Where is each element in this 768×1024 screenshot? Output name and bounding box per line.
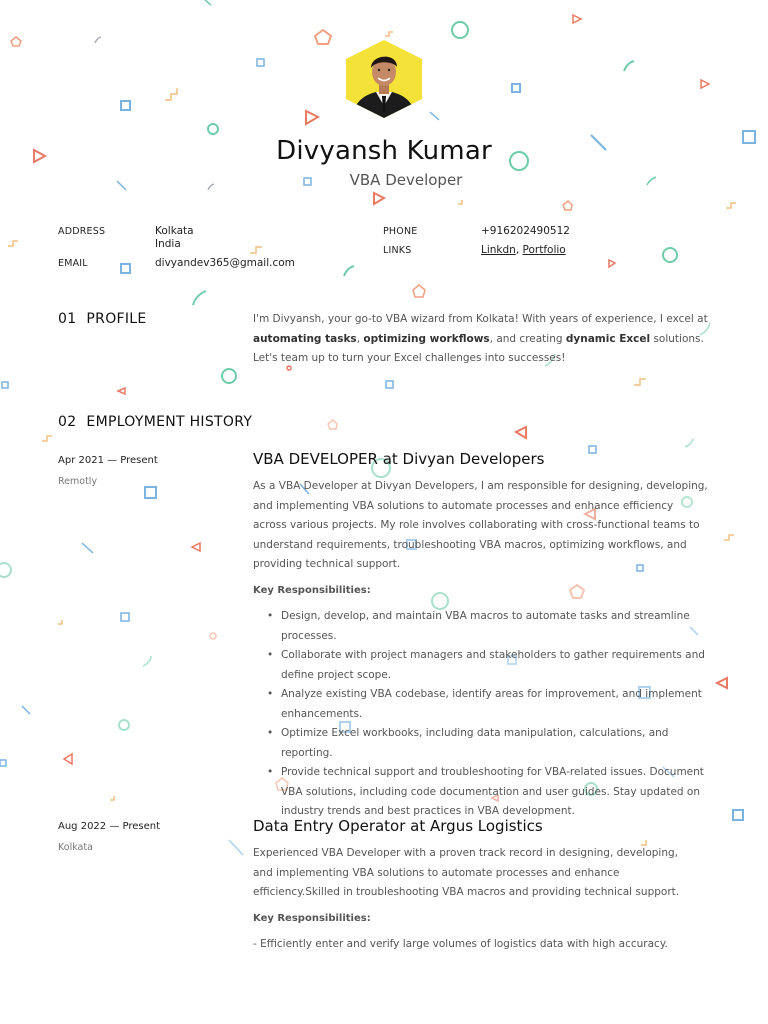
job-title xyxy=(0,171,768,189)
profile-number: 01 xyxy=(58,311,77,327)
profile-bold-3: dynamic Excel xyxy=(565,332,651,345)
responsibility-text: Provide technical support and troubleshooting for VBA-related issues. Document VBA solutions, including code documentation and user guides. Stay updated on industry trends and best practices in VBA development. xyxy=(281,766,704,817)
employment-heading xyxy=(58,414,252,430)
job-title-text: VBA Developer xyxy=(349,171,463,189)
profile-text xyxy=(253,310,713,369)
job-date: Aug 2022 — Present xyxy=(58,821,161,832)
list-item xyxy=(253,724,713,763)
profile-heading-text: PROFILE xyxy=(86,311,147,327)
key-responsibilities-heading: Key Responsibilities: xyxy=(253,585,371,596)
candidate-name: Divyansh Kumar xyxy=(276,136,492,166)
phone-label: PHONE xyxy=(383,226,418,237)
responsibilities-list xyxy=(253,607,713,822)
email-value[interactable]: divyandev365@gmail.com xyxy=(155,257,295,269)
linkedin-link[interactable]: Linkdn xyxy=(481,244,516,256)
profile-heading xyxy=(58,311,147,327)
responsibility-text: Analyze existing VBA codebase, identify areas for improvement, and implement enhancements. xyxy=(281,688,702,720)
bullet-icon: • xyxy=(267,610,274,622)
portfolio-link[interactable]: Portfolio xyxy=(522,244,566,256)
profile-bold-1: automating tasks xyxy=(253,332,357,345)
list-item xyxy=(253,685,713,724)
responsibility-text: - Efficiently enter and verify large volumes of logistics data with high accuracy. xyxy=(253,938,668,950)
profile-sep-1: , xyxy=(356,332,361,345)
responsibility-text: Design, develop, and maintain VBA macros to automate tasks and streamline processes. xyxy=(281,610,690,642)
employment-number: 02 xyxy=(58,414,77,430)
bullet-icon: • xyxy=(267,727,274,739)
links-value xyxy=(481,244,566,257)
address-line1: Kolkata xyxy=(155,225,194,237)
profile-text-3: solutions. Let's team up to turn your Excel challenges into successes! xyxy=(253,332,704,364)
links-label: LINKS xyxy=(383,245,412,256)
list-item xyxy=(253,763,713,822)
job-location: Remotly xyxy=(58,476,98,487)
list-item xyxy=(253,607,713,646)
key-responsibilities-heading: Key Responsibilities: xyxy=(253,913,371,924)
bullet-icon: • xyxy=(267,766,274,778)
profile-text-1: I'm Divyansh, your go-to VBA wizard from Kolkata! With years of experience, I excel at xyxy=(253,313,708,325)
job-title-heading: VBA DEVELOPER at Divyan Developers xyxy=(253,450,545,468)
job-description: As a VBA Developer at Divyan Developers, I am responsible for designing, developing, and implementing VBA solutions to automate processes and enhance efficiency across various projects. My role involves collaborating with cross-functional teams to understand requirements, troubleshooting VBA macros, optimizing workflows, and providing technical support. xyxy=(253,480,708,570)
list-item xyxy=(253,646,713,685)
email-label: EMAIL xyxy=(58,258,88,269)
profile-photo xyxy=(346,40,422,118)
job-date: Apr 2021 — Present xyxy=(58,455,158,466)
profile-bold-2: optimizing workflows xyxy=(363,332,490,345)
job-location: Kolkata xyxy=(58,842,93,853)
responsibility-text: Optimize Excel workbooks, including data manipulation, calculations, and reporting. xyxy=(281,727,669,759)
job-title-heading: Data Entry Operator at Argus Logistics xyxy=(253,817,543,835)
phone-value[interactable]: +916202490512 xyxy=(481,225,570,237)
address-line2: India xyxy=(155,238,181,250)
employment-heading-text: EMPLOYMENT HISTORY xyxy=(86,414,253,430)
link-separator: , xyxy=(515,244,520,256)
bullet-icon: • xyxy=(267,649,274,661)
job-description: Experienced VBA Developer with a proven track record in designing, developing, and implementing VBA solutions to automate processes and enhance efficiency.Skilled in troubleshooting VBA macros and providing technical support. xyxy=(253,847,680,898)
address-label: ADDRESS xyxy=(58,226,106,237)
bullet-icon: • xyxy=(267,688,274,700)
profile-text-2: , and creating xyxy=(489,332,563,345)
responsibility-text: Collaborate with project managers and stakeholders to gather requirements and define project scope. xyxy=(281,649,705,681)
